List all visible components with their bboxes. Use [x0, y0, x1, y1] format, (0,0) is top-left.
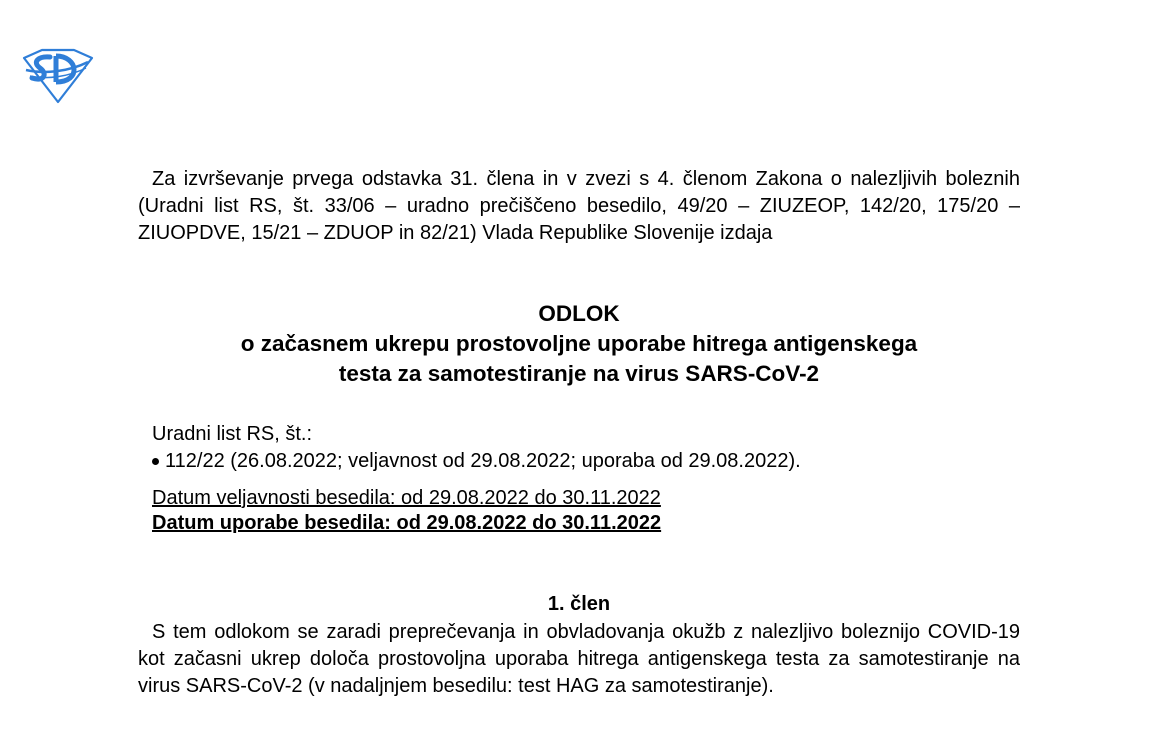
title-line-2: o začasnem ukrepu prostovoljne uporabe hitrega antigenskega: [240, 331, 918, 356]
publication-meta: [152, 421, 801, 475]
validity-date: Datum veljavnosti besedila: od 29.08.2022 do 30.11.2022: [152, 487, 661, 509]
document-title: [138, 299, 1020, 389]
article-1-text: S tem odlokom se zaradi preprečevanja in obvladovanja okužb z nalezljivo boleznijo COVID-19 kot začasni ukrep določa prostovoljna uporaba hitrega antigenskega testa za samotestiranje na virus SARS-CoV-2 (v nadaljnjem besedilu: test HAG za samotestiranje).: [138, 621, 1020, 697]
publication-entry-text: 112/22 (26.08.2022; veljavnost od 29.08.2022; uporaba od 29.08.2022).: [165, 450, 801, 472]
text-dates: [152, 486, 661, 536]
bullet-icon: [152, 458, 159, 465]
publication-entry: [152, 448, 801, 475]
intro-paragraph: Za izvrševanje prvega odstavka 31. člena in v zvezi s 4. členom Zakona o nalezljivih boleznih (Uradni list RS, št. 33/06 – uradno prečiščeno besedilo, 49/20 – ZIUZEOP, 142/20, 175/20 – ZIUOPDVE, 15/21 – ZDUOP in 82/21) Vlada Republike Slovenije izdaja: [138, 168, 1020, 244]
article-1-heading: 1. člen: [547, 593, 611, 615]
title-line-1: ODLOK: [538, 301, 620, 326]
application-date: Datum uporabe besedila: od 29.08.2022 do 30.11.2022: [152, 512, 662, 534]
publication-label: Uradni list RS, št.:: [152, 423, 313, 445]
title-line-3: testa za samotestiranje na virus SARS-CoV-2: [338, 361, 820, 386]
sd-shield-logo-icon: [20, 48, 96, 104]
